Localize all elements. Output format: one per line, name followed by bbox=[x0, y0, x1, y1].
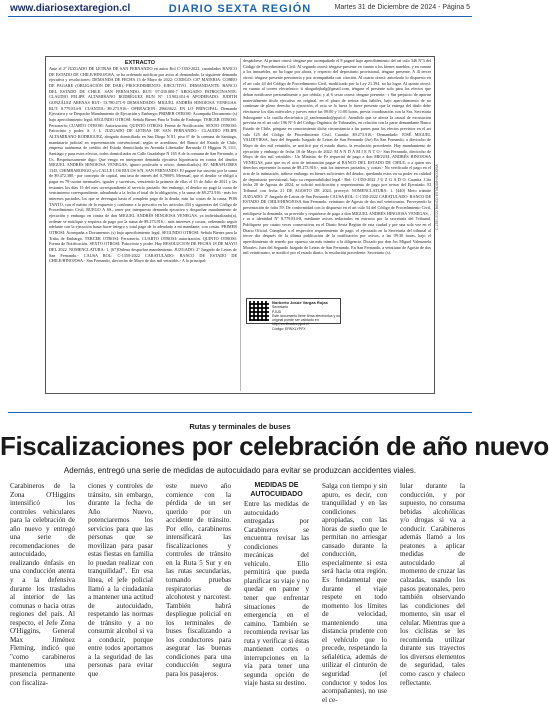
signature-text bbox=[272, 301, 340, 331]
article-column-text: Entre las medidas de autocuidado entregadas por Carabineros se encuentra revisar las condiciones mecánicas del vehículo. Ello permitirá que pueda planificar su viaje y no quedar en panne y tener que enfrentar situaciones de emergencia en el camino. También se recomienda revisar las ruta y verificar si éstas mantienen cortes o interrupciones en la vía para tener una segunda opción de viaje hasta su destino. bbox=[244, 500, 310, 688]
section-rule bbox=[8, 412, 472, 413]
column-divider bbox=[240, 58, 241, 391]
article-headline: Fiscalizaciones por celebración de año nuevo bbox=[0, 431, 549, 461]
article-column-5 bbox=[322, 482, 387, 710]
article-column-6 bbox=[400, 482, 465, 710]
article-column-text: este nuevo año comience con la pérdida de un ser querido por un accidente de tránsito. Por ello, carabineros intensificará las fiscalizaciones y controles de tránsito en la Ruta 5 Sur y en las rutas secundarias, tomando pruebas respiratorias de alcohotest y narcotest. También habrá despliegue policial en los terminales de buses fiscalizando a los conductores para asegurar las buenas condiciones para una conducción segura para los pasajeros. bbox=[166, 482, 231, 679]
site-url[interactable]: www.diariosextaregion.cl bbox=[10, 3, 131, 14]
header-rule bbox=[8, 16, 472, 17]
page-header bbox=[0, 0, 480, 20]
signer-role: Secretario bbox=[272, 305, 288, 310]
signature-code: Código: ERNXLYPFX bbox=[272, 326, 306, 331]
dateline: Martes 31 de Diciembre de 2024 - Página 5 bbox=[334, 4, 470, 11]
article-subheading: MEDIDAS DE AUTOCUIDADO bbox=[250, 482, 303, 498]
signer-court: PJUD bbox=[272, 309, 282, 314]
article-column-text: Carabineros de la Zona O'Higgins intensificó los controles vehiculares para la celebración de año nuevo y entregó una serie de recomendaciones de autocuidado, realizando énfasis en una conducción atenta y a la defensiva durante los traslados al interior de las comunas o hacia otras regiones del país. Al respecto, el Jefe Zona O'Higgins, General Max Jiménez Fleming, indicó que "como carabineros mantenemos una presencia permanente con fiscaliza- bbox=[10, 482, 75, 687]
vertical-code: C-1350-2022 BANCO ESTADO/HINOJOSA bbox=[435, 164, 439, 230]
article-column-2 bbox=[88, 482, 153, 710]
masthead: DIARIO SEXTA REGIÓN bbox=[168, 3, 312, 15]
signature-box bbox=[246, 298, 341, 331]
article-column-text: Salga con tiempo y sin apuro, es decir, con tranquilidad y en las condiciones apropiadas, con las horas de sueño que le permitan no arriesgar cansado durante la conducción, especialmente si esta será hacia otra región. Es fundamental que durante el viaje respete en todo momento los límites de velocidad, manteniendo una distancia prudente con el vehículo que lo precede, respetando la señalética, además de utilizar el cinturón de seguridad (el conductor y todos los acompañantes), no use el ce- bbox=[322, 482, 387, 704]
notice-right-column: despáchese. Al primer otrosí: téngase por acompañado el 8 pagaré bajo apercibimiento del art culo 346 Nº3 del Código de Procedimiento Civil. Al segundo otrosí: téngase presente en cuanto a los bienes muebles, y en cuanto a los inmuebles, no ha lugar por ahora, y respecto del depositario provisional, téngase presente. A 4l tercer otrosí: téngase presente personería y por acompañada con citación. Al cuarto otrosí: autorízalo lo dispuesto en el art culo 44 del Código de Procedimiento Civil, modificado por la Ley 21.394, no ha lugar. Al quinto otrosí: en cuanto al correo electrónico: ti abogadojbalg@gmail.com, téngase el presente solo para los efectos que deban notificarse personalmente o por cédula; y al 6 sexto otrosí: téngase presente.- t Sin perjuicio de aportar materialmente título ejecutivo en original, en el plazo de treinta días hábiles, bajo apercibimiento de no continuar de pleno derecho la ejecución, el acto se lo fuera lo fuere presente que la entrega del título debe efectuarse los días miércoles y jueves entre las 09:00 y 11:00 horas, previa coordinación con la Sra. Secretaria Subrogante a la casilla electrónica j2_sanfernando@pjud.cl. Atendido que se afecta la causal de excusación prevista en el art culo 196 Nº 6 del Código Orgánico de Tribunales, en relación con la parte demandante Banco Estado de Chile, póngase en conocimiento dicha circunstancia a las partes para los efectos previstos en el art culo 125 del Código de Procedimiento Civil. Cuantía: $9.273.916.- Demandado: JOSÉ MIGUEL VALDIVIESA, Juez del Segundo Juzgado de Letras de San Fernando (Jse) En San Fernando, a dieciocho de Mayo de dos mil veintidós, se notificó por el estado diario, la resolución precedente. Hay mandamiento de ejecución y embargo de fecha 18 de Mayo de 2022: M A N D A M I E N T O.- San Fernando, dieciocho de Mayo de dos mil veintidós.- Un Ministro de Fe requerirá de pago a don MIGUEL ANDRÉS HINOJOSA VENEGAS, para que en el acto de intimación pague al BANCO DEL ESTADO DE CHILE, o a quien sus derechos represente la suma de $9.273.916.-, más los intereses pactados, y costas.- No verificado el pago en el acto de la intimación, trábese embargo en bienes suficientes del deudor, quedando estos en su poder en calidad de depositario provisional, bajo su responsabilidad legal.- Rol: C-1350-2022 J U Z G A D O: Cuantía: Cita fecha 20 de Agosto de 2024, se solicitó notificación y requerimiento de pago por avisos del Ejecutado. El Tribunal con fecha 21 DE AGOSTO DE 2024, proveyó: NOMENCLATURA: 1. [440] Mero trámite JUZGADO: 2º Juzgado de Letras de San Fernando CAUSA ROL: C-1350-2022 CARATULADO: BANCO DE ESTADO DE CHILE/HINOJOSA San Fernando, veintiuno de Agosto de dos mil veinticuatro. Proveyendo la presentación de folio 59: De conformidad con lo dispuesto en el art culo 54 del Código de Procedimiento Civil, notifíquese la demanda, su proveído y requiérase de pago a don MIGUEL ANDRÉS HINOJOSA VENEGAS, , r ut n identidad Nº 8.779.814-8, mediante avisos redactados en extracto por la secretaría del Tribunal. Publíquese por cuatro veces consecutivas en el Diario Sexta Región de esta ciudad y por una sola vez en el Diario Oficial. Cúmplase a el respectivo requerimiento de pago, el ejecutado en la Secretaría del tribunal al tercer día después de la última publicación de la notificación por avisos, a las 09:30 horas, bajo el apercibimiento de tenerlo por opuesto sin más trámite a la diligencia. Dictado por don Jos Miguel Valenzuela Morales, Juez del Segundo Juzgado de Letras de San Fernando. En San Fernando, a veintiuno de Agosto de dos mil veinticuatro, se notificó por el estado diario, la resolución precedente. Secretario (s). bbox=[243, 58, 431, 256]
article-deck: Además, entregó una serie de medidas de autocuidado para evitar se produzcan accidentes viales. bbox=[63, 466, 417, 475]
qr-code-icon bbox=[249, 301, 269, 321]
signer-name: Norberto Josúe Vargas Rojas bbox=[272, 300, 328, 305]
article-column-3 bbox=[166, 482, 231, 710]
article-column-text: lular durante la conducción, y por supuesto, no consuma bebidas alcohólicas y/o drogas si va a conducir. Carabineros además llamó a los peatones a aplicar medidas de autocuidado al momento de cruzar las calzadas, usando los pasos peatonales, pero también observando las condiciones del momento, sin usar el celular. Mientras que a los ciclistas se les recomienda utilizar durante sus trayectos los diversos elementos de seguridad, tales como casco y chaleco reflectante. bbox=[400, 482, 465, 687]
article-column-text: ciones y controles de tránsito, sin embargo, durante la fecha de Año Nuevo, potenciaremos los servicios para que las personas que se movilizan para pasar estas fiestas en familia lo puedan realizar con tranquilidad". En esa línea, el jefe policial llamó a la ciudadanía a mantener una actitud de autocuidado, respetando las normas de tránsito y a no consumir alcohol si va a conducir, porque entre todos aportamos a la seguridad de las personas para evitar que bbox=[88, 482, 153, 679]
notice-title: EXTRACTO bbox=[124, 60, 156, 66]
signature-note: Este documento tiene firma electrónica y su original puede ser validado en http://verificadoc.pjud.cl bbox=[272, 313, 340, 327]
article-column-4 bbox=[244, 482, 309, 710]
notice-left-column: Ante el 2º JUZGADO DE LETRAS DE SAN FERNANDO en autos Rol C-1350-2022, caratulados BANCO DE ESTADO DE CHILE/HINOJOSA, se ha ordenado notificar por aviso al demandado, la siguiente demanda ejecutiva y resoluciones: DEMANDA DE FECHA 13 de Mayo de 2022: CODIGO: C07 MATERIA: COBRO DE PAGARE (OBLIGACIÓN DE DAR). PROCEDIMIENTO: EJECUTIVO. DEMANDANTE: BANCO DEL ESTADO DE CHILE, SAN FERNANDO, RUT: 97.030.000-7 ABOGADO PATROCINANTE: CLAUDIO FELIPE ALTAMIRANO RODRÍGUEZ RUN Nº: 13.902.651-6 APODERADO: JUDITH GONZÁLEZ ARENAS RUT: 13.780.471-9 DEMANDADO: MIGUEL ANDRÉS HINOJOSA VENEGAS. RUT: 8.779.814-8. CUANTIA: $9.273.916.- OPERACION: 29663622. EN LO PRINCIPAL: Demanda Ejecutiva y se Despache Mandamiento de Ejecución y Embargo; PRIMER OTROSI: Acompaña Documento (s) bajo apercibimiento legal; SEGUNDO OTROSI: Señala Bienes Para la Traba de Embargo; TERCER OTROSI: Personería; CUARTO OTROSI: Autorización; QUINTO OTROSI: Forma de Notificación; SEXTO OTROSI: Patrocinio y poder. S. J. L. JUZGADO DE LETRAS DE SAN FERNANDO.- CLAUDIO FELIPE ALTAMIRANO RODRIGUEZ, abogado domiciliado en San Diego N 81, piso 6º de la comuna de Santiago, mandatario judicial en representación convencional, según se acreditara, del Banco del Estado de Chile, empresa autónoma de crédito del Estado domiciliada en Avenida Libertador Bernardo O Higgins N 1111, Santiago y para estos efectos, todos domiciliados en Calle Guadalupe N 165 A de la comuna de San Fernando, a Us. Respetuosamente digo: Que vengo en interponer demanda ejecutiva hipotecaria en contra del deudor MIGUEL ANDRÉS HINOJOSA VENEGAS, ignoro profesión u oficio, domiciliado(s) AV. MIRAFLORES 1345, CHIMBARONGO y/o CALLE LOS RULOS S/N, SAN FERNANDO. El pagaré fue suscrito por la suma de $9.472.380.- por concepto de capital, una tasa de interés del 0,7900% Mensual, que el deudor se obligó a pagar en 79 cuotas mensuales, iguales y sucesivas, venciendo la primera de ellas el 15 de Julio de 2021 y las restantes los días 15 del mes correspondiente al servicio pactado. Sin embargo, el deudor no pagó la cuota de vencimiento correspondiente, adeudando a la fecha el total de la obligación, y la suma de $9.273.916.- más los intereses pactados, los que se devengan hasta el completo pago de la deuda, más las costas de la causa. POR TANTO, con el mérito de lo expuesto y conforme a lo prescrito en los artículos 434 y siguientes del Código de Procedimiento Civil, RUEGO A SS., tener por interpuesta demanda ejecutiva y despachar mandamiento de ejecución y embargo en contra de don MIGUEL ANDRÉS HINOJOSA VENEGAS, ya individualizado(a), ordenar se notifique y requiera de pago por la suma de $9.273.916.-, más intereses y costas, ordenando seguir adelante con la ejecución hasta hacer íntegro y total pago de lo adeudado a mi mandante, con costas. PRIMER OTROSI: Acompaña a Documentos (s) bajo apercibimiento legal. SEGUNDO OTROSI: Señala Bienes para la Traba de Embargo. TERCER OTROSI: Personería. CUARTO OTROSI: autorización. QUINTO OTROSI: Forma de Notificación. SEXTO OTROSI: Patrocinio y poder. Hay RESOLUCION DE FECHA 18 DE MAYO DEL 2022. NOMENCLATURA: 1. [67]Ordena despachar mandamiento. JUZGADO: 2º Juzgado de Letras de San Fernando.- CAUSA ROL: C-1350-2022 CARATULADO: BANCO DE ESTADO DE CHILE/HINOJOSA.- San Fernando, dieciocho de Mayo de dos mil veintidós.- A lo principal: bbox=[49, 66, 237, 264]
article-column-1 bbox=[10, 482, 75, 710]
article-kicker: Rutas y terminales de buses bbox=[189, 422, 291, 431]
